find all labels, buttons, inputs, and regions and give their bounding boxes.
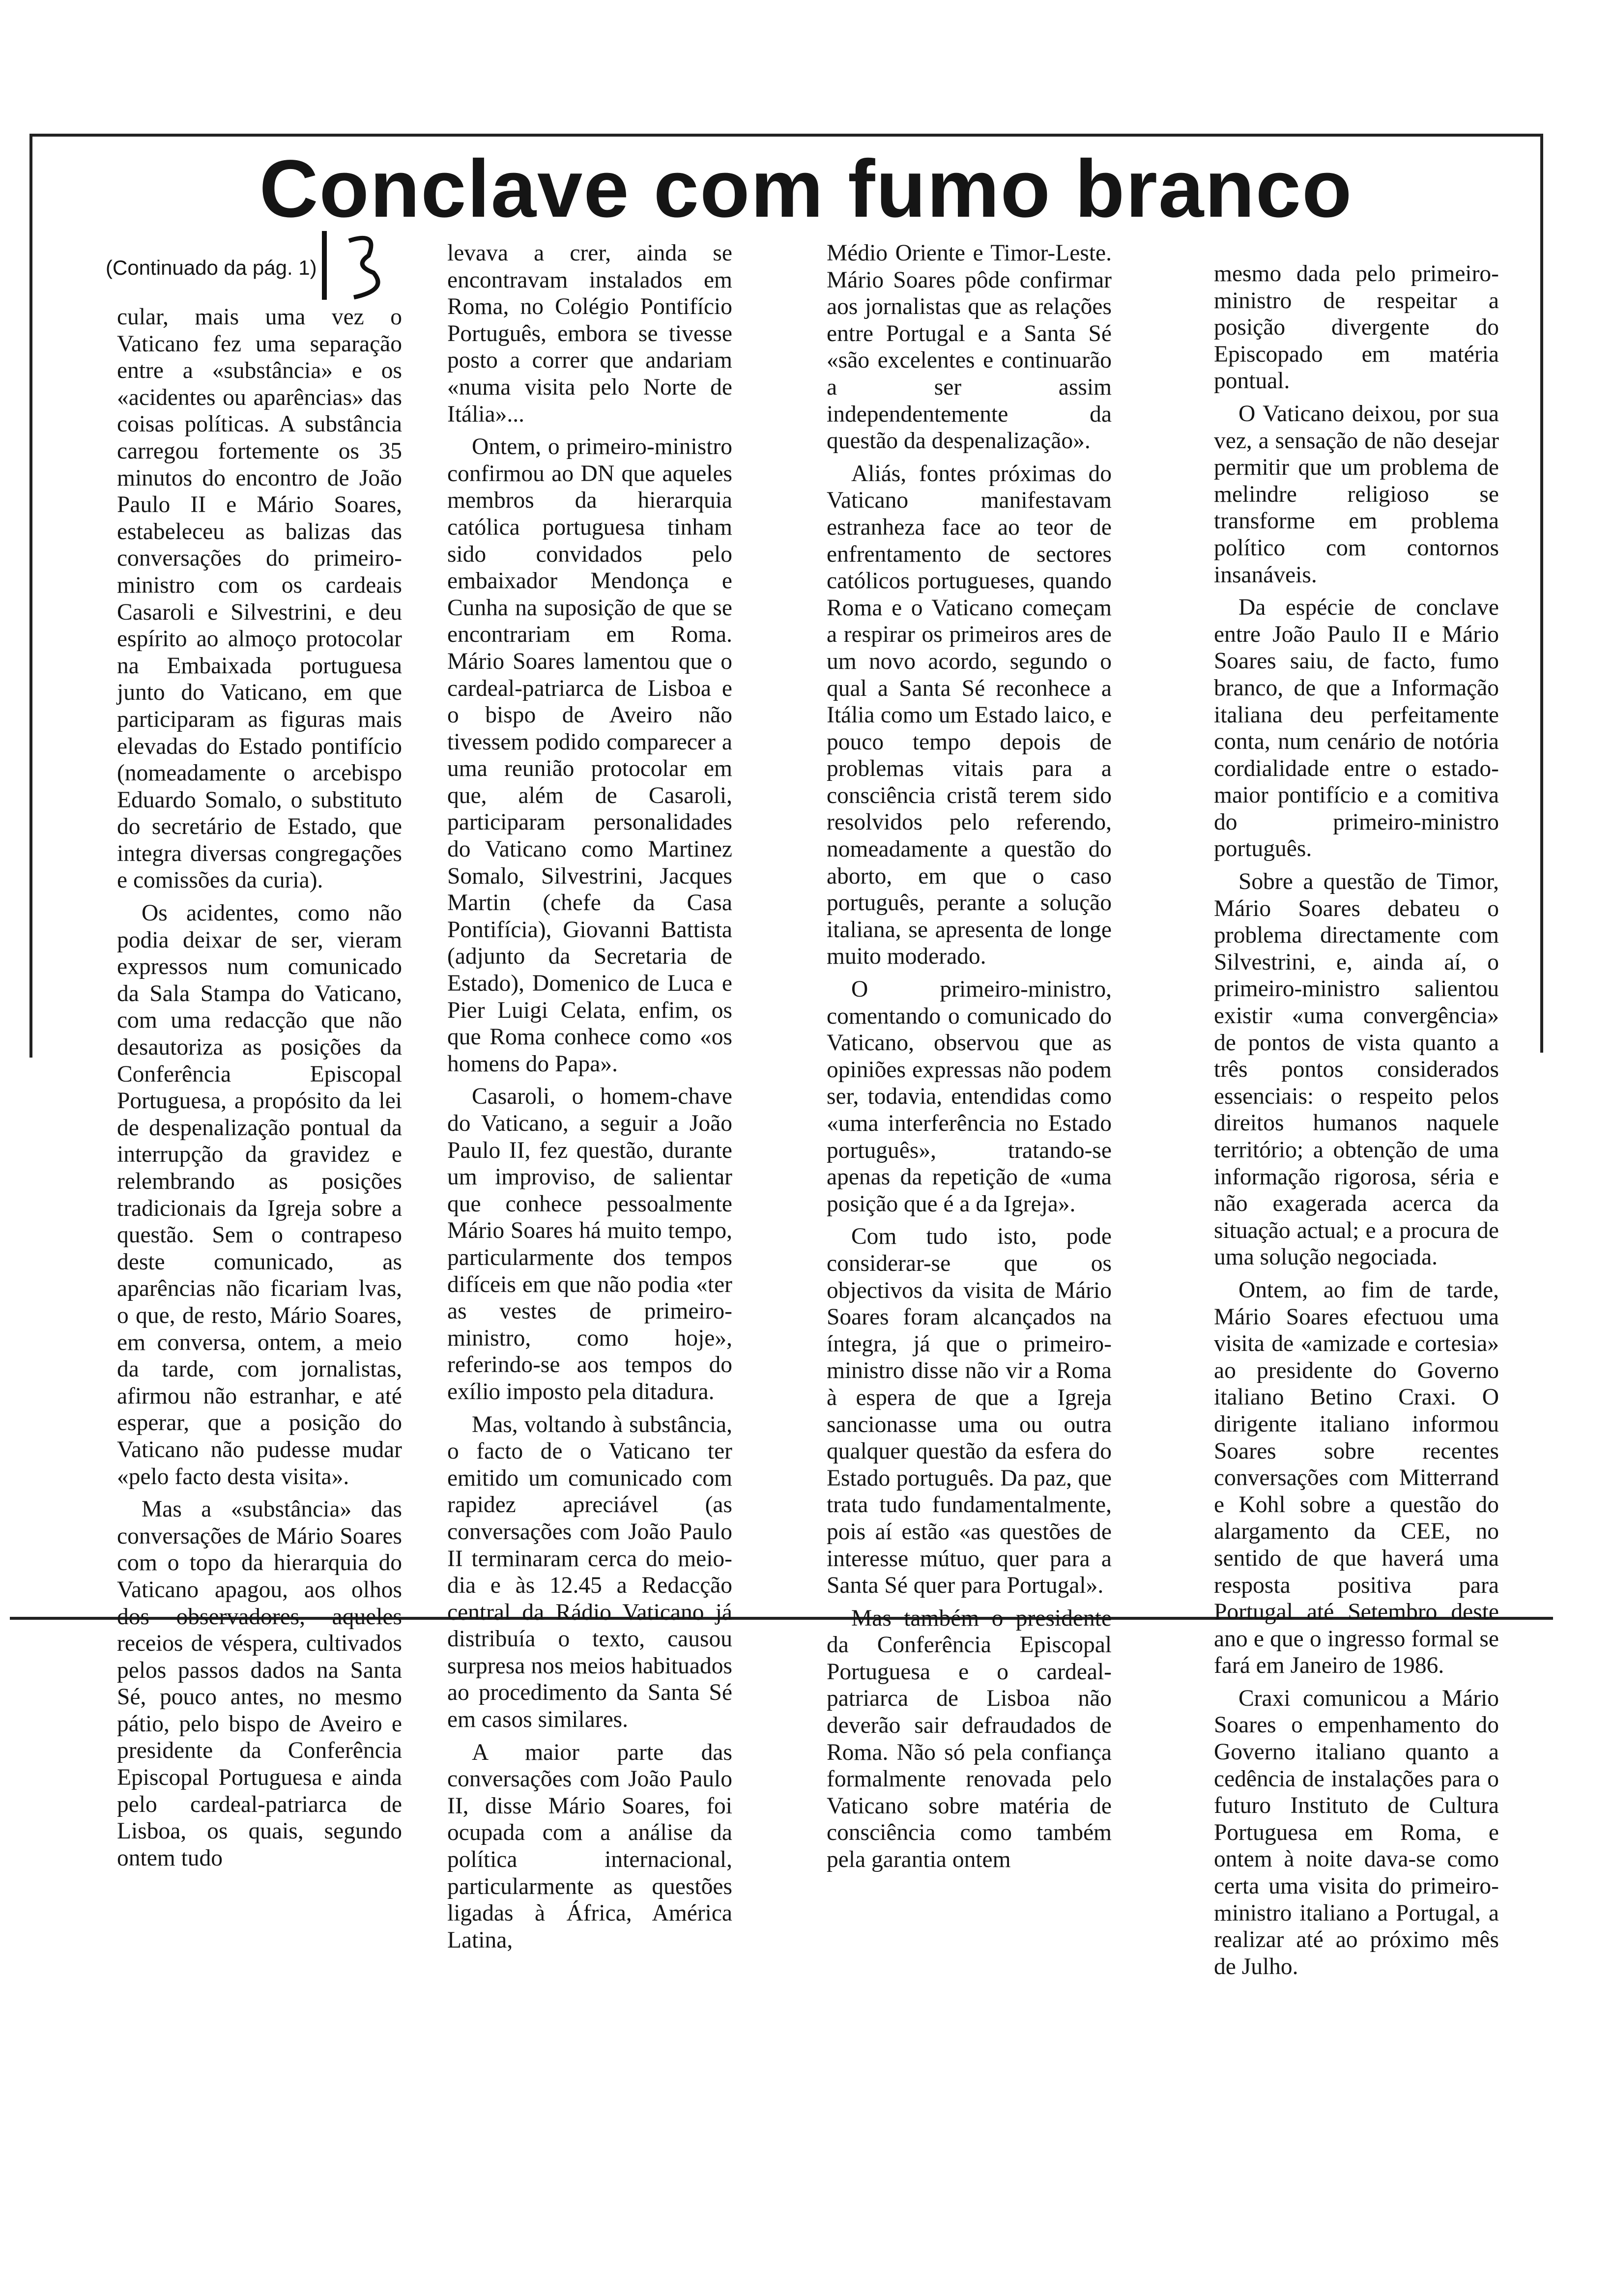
paragraph: Casaroli, o homem-chave do Vaticano, a seguir a João Paulo II, fez questão, durante um improviso, de salientar que conhece pessoalmente Mário Soares há muito tempo, particularmente dos tempos difíceis em que não podia «ter as vestes de primeiro-ministro, como hoje», referindo-se aos tempos do exílio imposto pela ditadura. <box>447 1084 732 1405</box>
paragraph: cular, mais uma vez o Vaticano fez uma separação entre a «substância» e os «acidentes ou aparências» das coisas políticas. A substância carregou fortemente os 35 minutos do encontro de João Paulo II e Mário Soares, estabeleceu as balizas das conversações do primeiro-ministro com os cardeais Casaroli e Silvestrini, e deu espírito ao almoço protocolar na Embaixada portuguesa junto do Vaticano, em que participaram as figuras mais elevadas do Estado pontifício (nomeadamente o arcebispo Eduardo Somalo, o substituto do secretário de Estado, que integra diversas congregações e comissões da curia). <box>117 304 402 893</box>
paragraph: A maior parte das conversações com João Paulo II, disse Mário Soares, foi ocupada com a análise da política internacional, particularmente as questões ligadas à África, América Latina, <box>447 1739 732 1953</box>
paragraph: Sobre a questão de Timor, Mário Soares debateu o problema directamente com Silvestrini, e, ainda aí, o primeiro-ministro salientou existir «uma convergência» de pontos de vista quanto a três pontos considerados essenciais: o respeito pelos direitos humanos naquele território; a obtenção de uma informação rigorosa, séria e não exagerada acerca da situação actual; e a procura de uma solução negociada. <box>1214 869 1499 1270</box>
paragraph: Da espécie de conclave entre João Paulo II e Mário Soares saiu, de facto, fumo branco, de que a Informação italiana deu perfeitamente conta, num cenário de notória cordialidade entre o estado-maior pontifício e a comitiva do primeiro-ministro português. <box>1214 595 1499 862</box>
article-column-1 <box>117 304 402 1877</box>
paragraph: Ontem, o primeiro-ministro confirmou ao DN que aqueles membros da hierarquia católica portuguesa tinham sido convidados pelo embaixador Mendonça e Cunha na suposição de que se encontrariam em Roma. Mário Soares lamentou que o cardeal-patriarca de Lisboa e o bispo de Aveiro não tivessem podido comparecer a uma reunião protocolar em que, além de Casaroli, participaram personalidades do Vaticano como Martinez Somalo, Silvestrini, Jacques Martin (chefe da Casa Pontifícia), Giovanni Battista (adjunto da Secretaria de Estado), Domenico de Luca e Pier Luigi Celata, enfim, os que Roma conhece como «os homens do Papa». <box>447 434 732 1077</box>
paragraph: Médio Oriente e Timor-Leste. Mário Soares pôde confirmar aos jornalistas que as relações entre Portugal e a Santa Sé «são excelentes e continuarão a ser assim independentemente da questão da despenalização». <box>827 240 1112 454</box>
paragraph: Mas a «substância» das conversações de Mário Soares com o topo da hierarquia do Vaticano apagou, aos olhos dos observadores, aqueles receios de véspera, cultivados pelos passos dados na Santa Sé, pouco antes, no mesmo pátio, pelo bispo de Aveiro e presidente da Conferência Episcopal Portuguesa e ainda pelo cardeal-patriarca de Lisboa, os quais, segundo ontem tudo <box>117 1496 402 1871</box>
paragraph: Com tudo isto, pode considerar-se que os objectivos da visita de Mário Soares foram alcançados na íntegra, já que o primeiro-ministro disse não vir a Roma à espera de que a Igreja sancionasse uma ou outra qualquer questão da esfera do Estado português. Da paz, que trata tudo fundamentalmente, pois aí estão «as questões de interesse mútuo, quer para a Santa Sé quer para Portugal». <box>827 1224 1112 1599</box>
paragraph: Os acidentes, como não podia deixar de ser, vieram expressos num comunicado da Sala Stampa do Vaticano, com uma redacção que não desautoriza as posições da Conferência Episcopal Portuguesa, a propósito da lei de despenalização pontual da interrupção da gravidez e relembrando as posições tradicionais da Igreja sobre a questão. Sem o contrapeso deste comunicado, as aparências não ficariam lvas, o que, de resto, Mário Soares, em conversa, ontem, a meio da tarde, com jornalistas, afirmou não estranhar, e até esperar, que a posição do Vaticano não pudesse mudar «pelo facto desta visita». <box>117 900 402 1490</box>
paragraph: Mas, voltando à substância, o facto de o Vaticano ter emitido um comunicado com rapidez apreciável (as conversações com João Paulo II terminaram cerca do meio-dia e às 12.45 a Redacção central da Rádio Vaticano já distribuía o texto, causou surpresa nos meios habituados ao procedimento da Santa Sé em casos similares. <box>447 1411 732 1733</box>
headline: Conclave com fumo branco <box>259 144 1353 234</box>
paragraph: mesmo dada pelo primeiro-ministro de respeitar a posição divergente do Episcopado em matéria pontual. <box>1214 261 1499 394</box>
paragraph: Mas também o presidente da Conferência Episcopal Portuguesa e o cardeal-patriarca de Lisboa não deverão sair defraudados de Roma. Não só pela confiança formalmente renovada pelo Vaticano sobre matéria de consciência como também pela garantia ontem <box>827 1605 1112 1873</box>
continued-note: (Continuado da pág. 1) <box>106 256 317 279</box>
article-column-2 <box>447 240 732 1959</box>
paragraph: O primeiro-ministro, comentando o comunicado do Vaticano, observou que as opiniões expressas não podem ser, todavia, entendidas como «uma interferência no Estado português», tratando-se apenas da repetição de «uma posição que é a da Igreja». <box>827 976 1112 1217</box>
paragraph: Ontem, ao fim de tarde, Mário Soares efectuou uma visita de «amizade e cortesia» ao presidente do Governo italiano Betino Craxi. O dirigente italiano informou Soares sobre recentes conversações com Mitterrand e Kohl sobre a questão do alargamento da CEE, no sentido de que haverá uma resposta positiva para Portugal até Setembro deste ano e que o ingresso formal se fará em Janeiro de 1986. <box>1214 1277 1499 1679</box>
paragraph: Craxi comunicou a Mário Soares o empenhamento do Governo italiano quanto a cedência de instalações para o futuro Instituto de Cultura Portuguesa em Roma, e ontem à noite dava-se como certa uma visita do primeiro-ministro italiano a Portugal, a realizar até ao próximo mês de Julho. <box>1214 1685 1499 1980</box>
handwritten-mark <box>315 226 398 305</box>
frame-rule-top <box>29 134 1543 137</box>
paragraph: levava a crer, ainda se encontravam instalados em Roma, no Colégio Pontifício Português, embora se tivesse posto a correr que andariam «numa visita pelo Norte de Itália»... <box>447 240 732 427</box>
paragraph: O Vaticano deixou, por sua vez, a sensação de não desejar permitir que um problema de melindre religioso se transforme em problema político com contornos insanáveis. <box>1214 401 1499 588</box>
article-column-4 <box>1214 260 1499 1986</box>
frame-rule-right <box>1540 134 1543 1053</box>
paragraph: Aliás, fontes próximas do Vaticano manifestavam estranheza face ao teor de enfrentamento de sectores católicos portugueses, quando Roma e o Vaticano começam a respirar os primeiros ares de um novo acordo, segundo o qual a Santa Sé reconhece a Itália como um Estado laico, e pouco tempo depois de problemas vitais para a consciência cristã terem sido resolvidos pelo referendo, nomeadamente a questão do aborto, em que o caso português, perante a solução italiana, se apresenta de longe muito moderado. <box>827 460 1112 970</box>
article-column-3 <box>827 240 1112 1879</box>
frame-rule-left <box>29 134 32 1058</box>
